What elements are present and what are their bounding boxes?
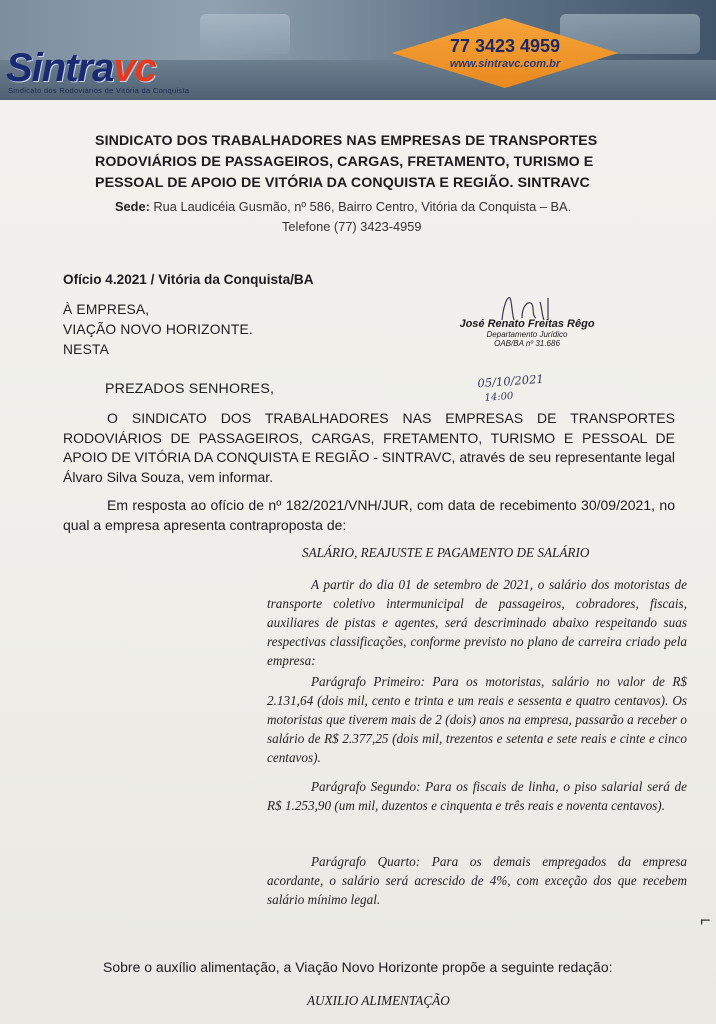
quote-paragraph-3: Parágrafo Segundo: Para os fiscais de linha, o piso salarial será de R$ 1.253,90 (um mil, duzentos e cinquenta e três reais e noventa centavos). bbox=[267, 779, 687, 813]
org-line-1: SINDICATO DOS TRABALHADORES NAS EMPRESAS DE TRANSPORTES bbox=[95, 133, 598, 149]
receiver-oab: OAB/BA nº 31.686 bbox=[494, 339, 560, 348]
recipient-address bbox=[63, 300, 253, 360]
sede-address: Rua Laudicéia Gusmão, nº 586, Bairro Centro, Vitória da Conquista – BA. bbox=[153, 199, 572, 214]
receipt-stamp bbox=[452, 292, 602, 348]
banner-website: www.sintravc.com.br bbox=[449, 58, 561, 70]
banner-phone: 77 3423 4959 bbox=[449, 36, 561, 56]
logo-subtitle: Sindicato dos Rodoviários de Vitória da Conquista bbox=[8, 86, 190, 95]
sede-label: Sede: bbox=[115, 199, 150, 214]
sintravc-logo bbox=[6, 46, 156, 91]
receiver-department: Departamento Jurídico bbox=[486, 330, 568, 339]
logo-main-text: Sintra bbox=[6, 46, 114, 90]
body-paragraph-2: Em resposta ao ofício de nº 182/2021/VNH/JUR, com data de recebimento 30/09/2021, no qual a empresa apresenta contraproposta de: bbox=[63, 497, 675, 533]
handwritten-receipt-date bbox=[477, 371, 545, 408]
org-line-2: RODOVIÁRIOS DE PASSAGEIROS, CARGAS, FRETAMENTO, TURISMO E bbox=[95, 154, 594, 170]
oficio-reference: Ofício 4.2021 / Vitória da Conquista/BA bbox=[63, 272, 314, 287]
greeting: PREZADOS SENHORES, bbox=[105, 381, 275, 397]
address-line-3: NESTA bbox=[63, 342, 109, 357]
organization-name bbox=[95, 131, 655, 194]
quote-paragraph-1: A partir do dia 01 de setembro de 2021, o salário dos motoristas de transporte coletivo intermunicipal de passageiros, cobradores, fiscais, auxiliares de pistas e agentes, será descriminado abaixo respeitando suas respectivas classificações, conforme previsto no plano de carreira criado pela empresa: bbox=[267, 577, 687, 668]
sede-telephone: Telefone (77) 3423-4959 bbox=[282, 219, 422, 234]
page-mark: ⌐ bbox=[700, 910, 711, 930]
bus-graphic bbox=[200, 14, 290, 54]
headquarters-info bbox=[115, 197, 655, 237]
quote-paragraph-2: Parágrafo Primeiro: Para os motoristas, salário no valor de R$ 2.131,64 (dois mil, cento e trinta e um reais e sessenta e quatro centavos). Os motoristas que tiverem mais de 2 (dois) anos na empresa, passarão a receber o salário de R$ 2.377,25 (dois mil, trezentos e setenta e sete reais e cinte e cinco centavos). bbox=[267, 674, 687, 765]
body-paragraph-3: Sobre o auxílio alimentação, a Viação Novo Horizonte propõe a seguinte redação: bbox=[103, 959, 613, 975]
logo-accent-text: vc bbox=[113, 46, 156, 90]
receipt-date: 05/10/2021 bbox=[477, 371, 545, 391]
quote-paragraph-4: Parágrafo Quarto: Para os demais empregados da empresa acordante, o salário será acrescido de 4%, com exceção dos que recebem salário mínimo legal. bbox=[267, 854, 687, 907]
header-banner bbox=[0, 0, 716, 100]
org-line-3: PESSOAL DE APOIO DE VITÓRIA DA CONQUISTA E REGIÃO. SINTRAVC bbox=[95, 175, 590, 191]
receipt-time: 14:00 bbox=[484, 390, 514, 404]
receiver-name: José Renato Freitas Rêgo bbox=[459, 318, 595, 330]
address-line-1: À EMPRESA, bbox=[63, 302, 150, 317]
quote-heading-auxilio: AUXILIO ALIMENTAÇÃO bbox=[307, 993, 450, 1008]
quote-title: SALÁRIO, REAJUSTE E PAGAMENTO DE SALÁRIO bbox=[302, 545, 590, 560]
address-line-2: VIAÇÃO NOVO HORIZONTE. bbox=[63, 322, 253, 337]
body-paragraph-1: O SINDICATO DOS TRABALHADORES NAS EMPRESAS DE TRANSPORTES RODOVIÁRIOS DE PASSAGEIROS, CARGAS, FRETAMENTO, TURISMO E PESSOAL DE APOIO DE VITÓRIA DA CONQUISTA E REGIÃO - SINTRAVC, através de seu representante legal Álvaro Silva Souza, vem informar. bbox=[63, 410, 675, 485]
